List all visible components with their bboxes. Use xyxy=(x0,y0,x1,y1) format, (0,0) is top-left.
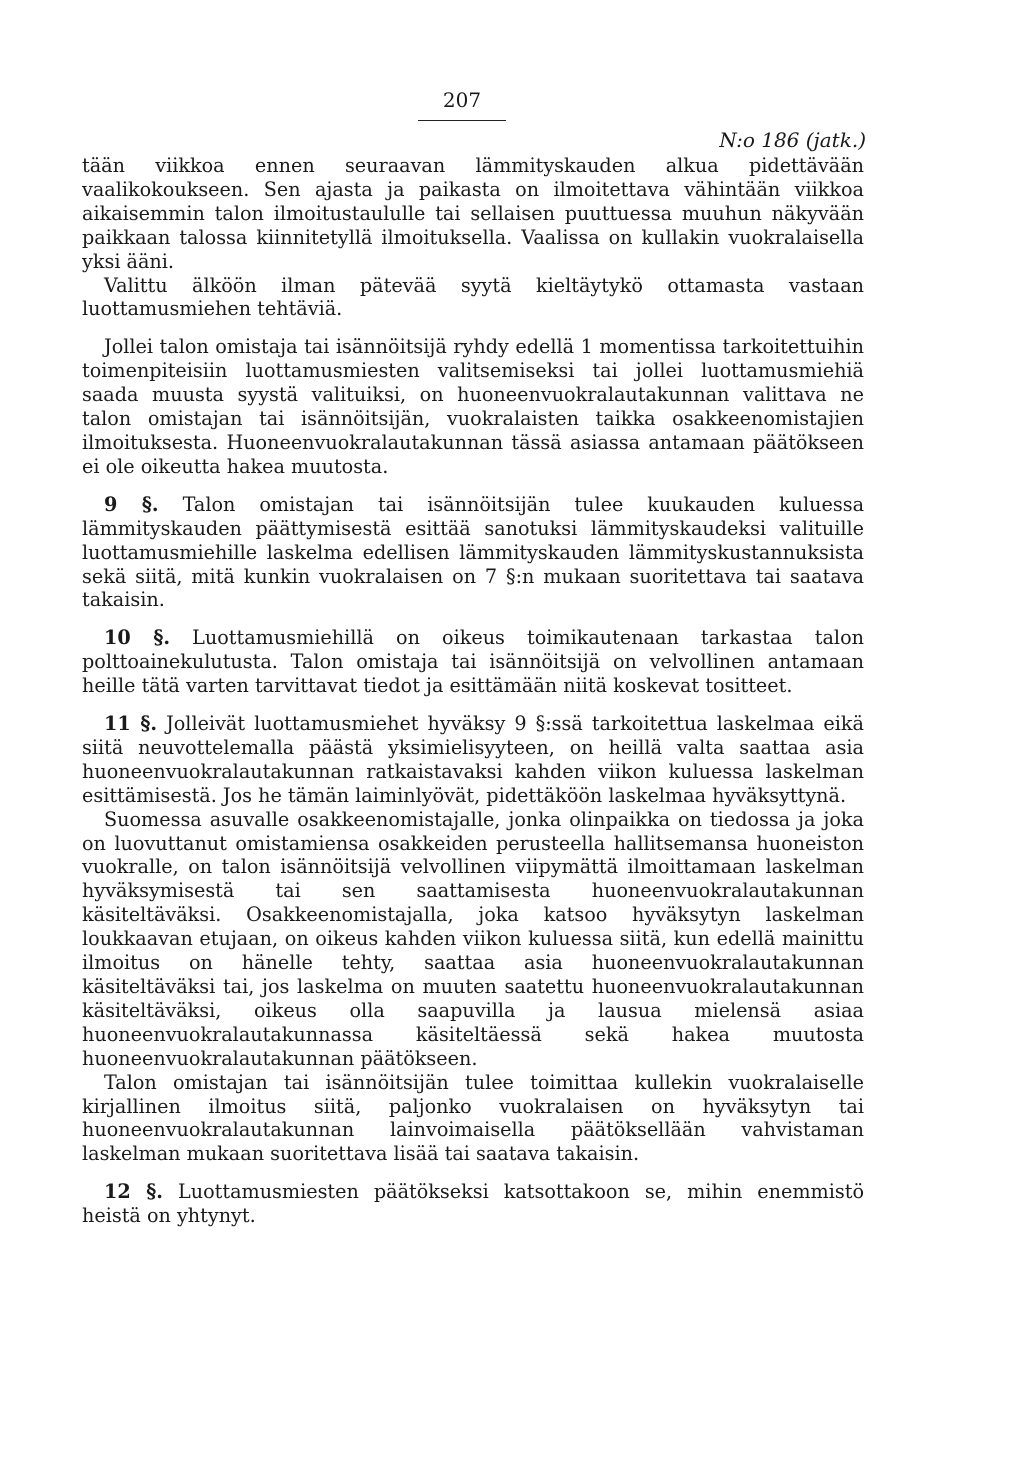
body-text xyxy=(82,154,864,1228)
paragraph-gap xyxy=(82,321,864,335)
paragraph xyxy=(82,335,864,478)
paragraph-text: Luottamusmiehillä on oikeus toimikautenaan tarkastaa talon polttoainekulutusta. Talon omistaja tai isännöitsijä on velvollinen antamaan heille tätä varten tarvittavat tiedot ja esittämään niitä koskevat tositteet. xyxy=(82,626,864,698)
section-paragraph xyxy=(82,626,864,698)
paragraph-gap xyxy=(82,612,864,626)
paragraph-text: Talon omistajan tai isännöitsijän tulee toimittaa kullekin vuokralaiselle kirjallinen ilmoitus siitä, paljonko vuokralaisen on hyväksytyn tai huoneenvuokralautakunnan lainvoimaisella päätöksellään vahvistaman laskelman mukaan suoritettava lisää tai saatava takaisin. xyxy=(82,1070,864,1166)
paragraph-text: Luottamusmiesten päätökseksi katsottakoon se, mihin enemmistö heistä on yhtynyt. xyxy=(82,1180,864,1228)
section-number: 10 §. xyxy=(104,626,171,650)
page-number: 207 xyxy=(442,88,482,112)
section-number: 11 §. xyxy=(104,712,158,736)
page-number-rule xyxy=(418,120,506,121)
paragraph-text: Talon omistajan tai isännöitsijän tulee kuukauden kuluessa lämmityskauden päättymisestä esittää sanotuksi lämmityskaudeksi valituille luottamusmiehille laskelma edellisen lämmityskauden lämmityskustannuksista sekä siitä, mitä kunkin vuokralaisen on 7 §:n mukaan suoritettava tai saatava takaisin. xyxy=(82,492,865,612)
paragraph-gap xyxy=(82,1166,864,1180)
paragraph xyxy=(82,154,864,274)
running-head: N:o 186 (jatk.) xyxy=(719,128,866,152)
section-paragraph xyxy=(82,712,864,808)
section-paragraph xyxy=(82,1180,864,1228)
paragraph-text: Jollei talon omistaja tai isännöitsijä ryhdy edellä 1 momentissa tarkoitettuihin toimenpiteisiin luottamusmiesten valitsemiseksi tai jollei luottamusmiehiä saada muusta syystä valituiksi, on huoneenvuokralautakunnan valittava ne talon omistajan tai isännöitsijän, vuokralaisten taikka osakkeenomistajien ilmoituksesta. Huoneenvuokralautakunnan tässä asiassa antamaan päätökseen ei ole oikeutta hakea muutosta. xyxy=(82,335,864,478)
paragraph xyxy=(82,274,864,322)
paragraph-text: Jolleivät luottamusmiehet hyväksy 9 §:ssä tarkoitettua laskelmaa eikä siitä neuvottelemalla päästä yksimielisyyteen, on heillä valta saattaa asia huoneenvuokralautakunnan ratkaistavaksi kahden viikon kuluessa laskelman esittämisestä. Jos he tämän laiminlyövät, pidettäköön laskelmaa hyväksyttynä. xyxy=(82,712,864,807)
paragraph-text: Valittu älköön ilman pätevää syytä kieltäytykö ottamasta vastaan luottamusmiehen tehtäviä. xyxy=(82,273,864,321)
paragraph-text: Suomessa asuvalle osakkeenomistajalle, jonka olinpaikka on tiedossa ja joka on luovuttanut omistamiensa osakkeiden perusteella hallitsemansa huoneiston vuokralle, on talon isännöitsijä velvollinen viipymättä ilmoittamaan laskelman hyväksymisestä tai sen saattamisesta huoneenvuokralautakunnan käsiteltäväksi. Osakkeenomistajalla, joka katsoo hyväksytyn laskelman loukkaavan etujaan, on oikeus kahden viikon kuluessa siitä, kun edellä mainittu ilmoitus on hänelle tehty, saattaa asia huoneenvuokralautakunnan käsiteltäväksi tai, jos laskelma on muuten saatettu huoneenvuokralautakunnan käsiteltäväksi, oikeus olla saapuvilla ja lausua mielensä asiaa huoneenvuokralautakunnassa käsiteltäessä sekä hakea muutosta huoneenvuokralautakunnan päätökseen. xyxy=(82,807,864,1070)
paragraph xyxy=(82,808,864,1071)
paragraph-text: tään viikkoa ennen seuraavan lämmityskauden alkua pidettävään vaalikokoukseen. Sen ajasta ja paikasta on ilmoitettava vähintään viikkoa aikaisemmin talon ilmoitustaululle tai sellaisen puuttuessa muuhun näkyvään paikkaan talossa kiinnitetyllä ilmoituksella. Vaalissa on kullakin vuokralaisella yksi ääni. xyxy=(82,154,864,273)
section-number: 9 §. xyxy=(104,492,159,516)
section-paragraph xyxy=(82,493,864,613)
paragraph-gap xyxy=(82,479,864,493)
section-number: 12 §. xyxy=(104,1180,163,1204)
paragraph xyxy=(82,1071,864,1167)
paragraph-gap xyxy=(82,698,864,712)
